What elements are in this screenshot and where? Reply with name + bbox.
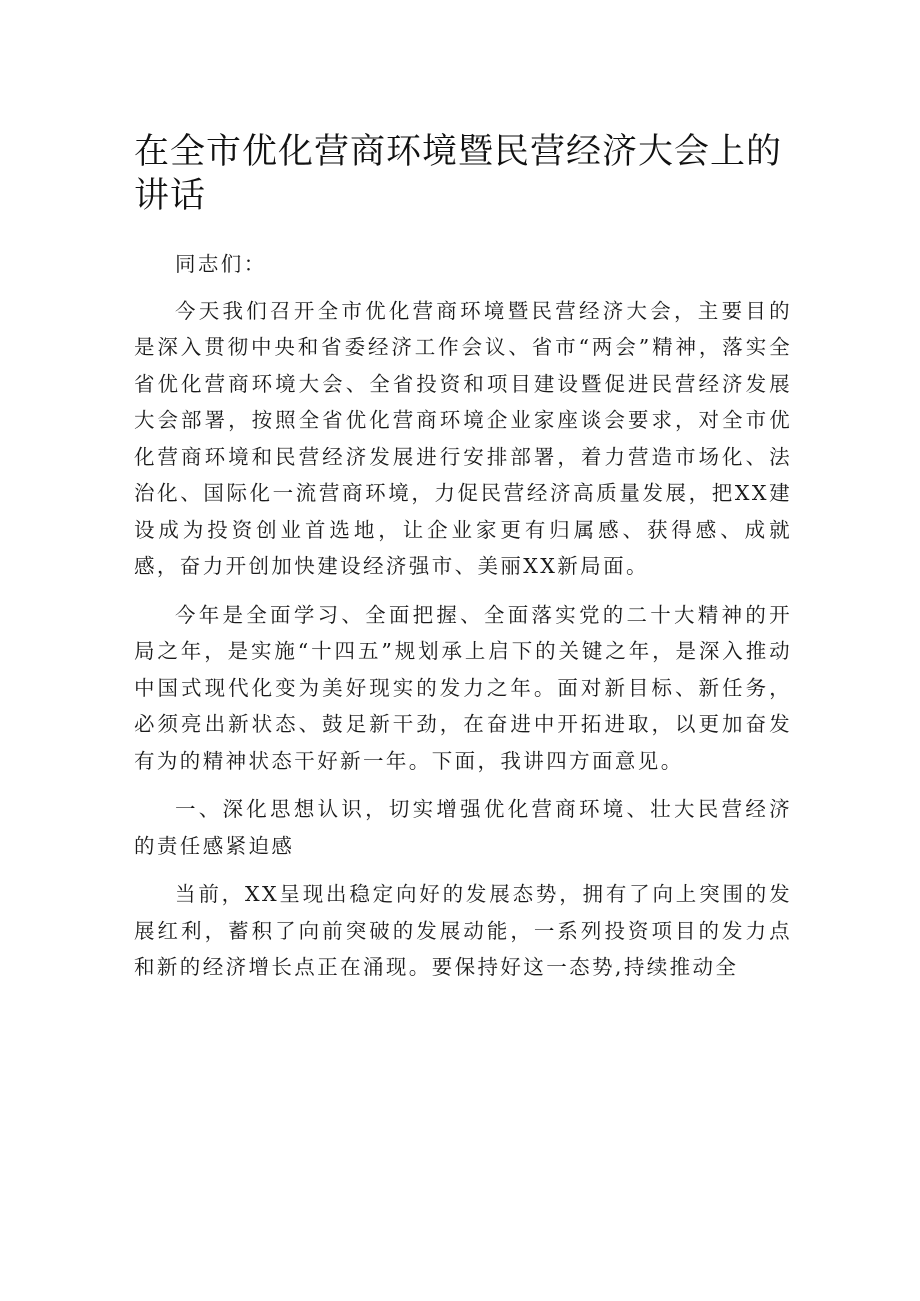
- document-body: [134, 246, 792, 998]
- document-title: 在全市优化营商环境暨民营经济大会上的讲话: [134, 132, 783, 216]
- paragraph-context: 今年是全面学习、全面把握、全面落实党的二十大精神的开局之年，是实施“十四五”规划承上启下的关键之年，是深入推动中国式现代化变为美好现实的发力之年。面对新目标、新任务，必须亮出新状态、鼓足新干劲，在奋进中开拓进取，以更加奋发有为的精神状态干好新一年。下面，我讲四方面意见。: [134, 602, 792, 773]
- section-heading-1: 一、深化思想认识，切实增强优化营商环境、壮大民营经济的责任感紧迫感: [134, 797, 792, 858]
- greeting-line: 同志们：: [175, 252, 267, 276]
- paragraph-intro: 今天我们召开全市优化营商环境暨民营经济大会，主要目的是深入贯彻中央和省委经济工作会议、省市“两会”精神，落实全省优化营商环境大会、全省投资和项目建设暨促进民营经济发展大会部署，按照全省优化营商环境企业家座谈会要求，对全市优化营商环境和民营经济发展进行安排部署，着力营造市场化、法治化、国际化一流营商环境，力促民营经济高质量发展，把XX建设成为投资创业首选地，让企业家更有归属感、获得感、成就感，奋力开创加快建设经济强市、美丽XX新局面。: [134, 298, 792, 578]
- paragraph-section-1: 当前，XX呈现出稳定向好的发展态势，拥有了向上突围的发展红利，蓄积了向前突破的发展动能，一系列投资项目的发力点和新的经济增长点正在涌现。要保持好这一态势,持续推动全: [134, 882, 792, 979]
